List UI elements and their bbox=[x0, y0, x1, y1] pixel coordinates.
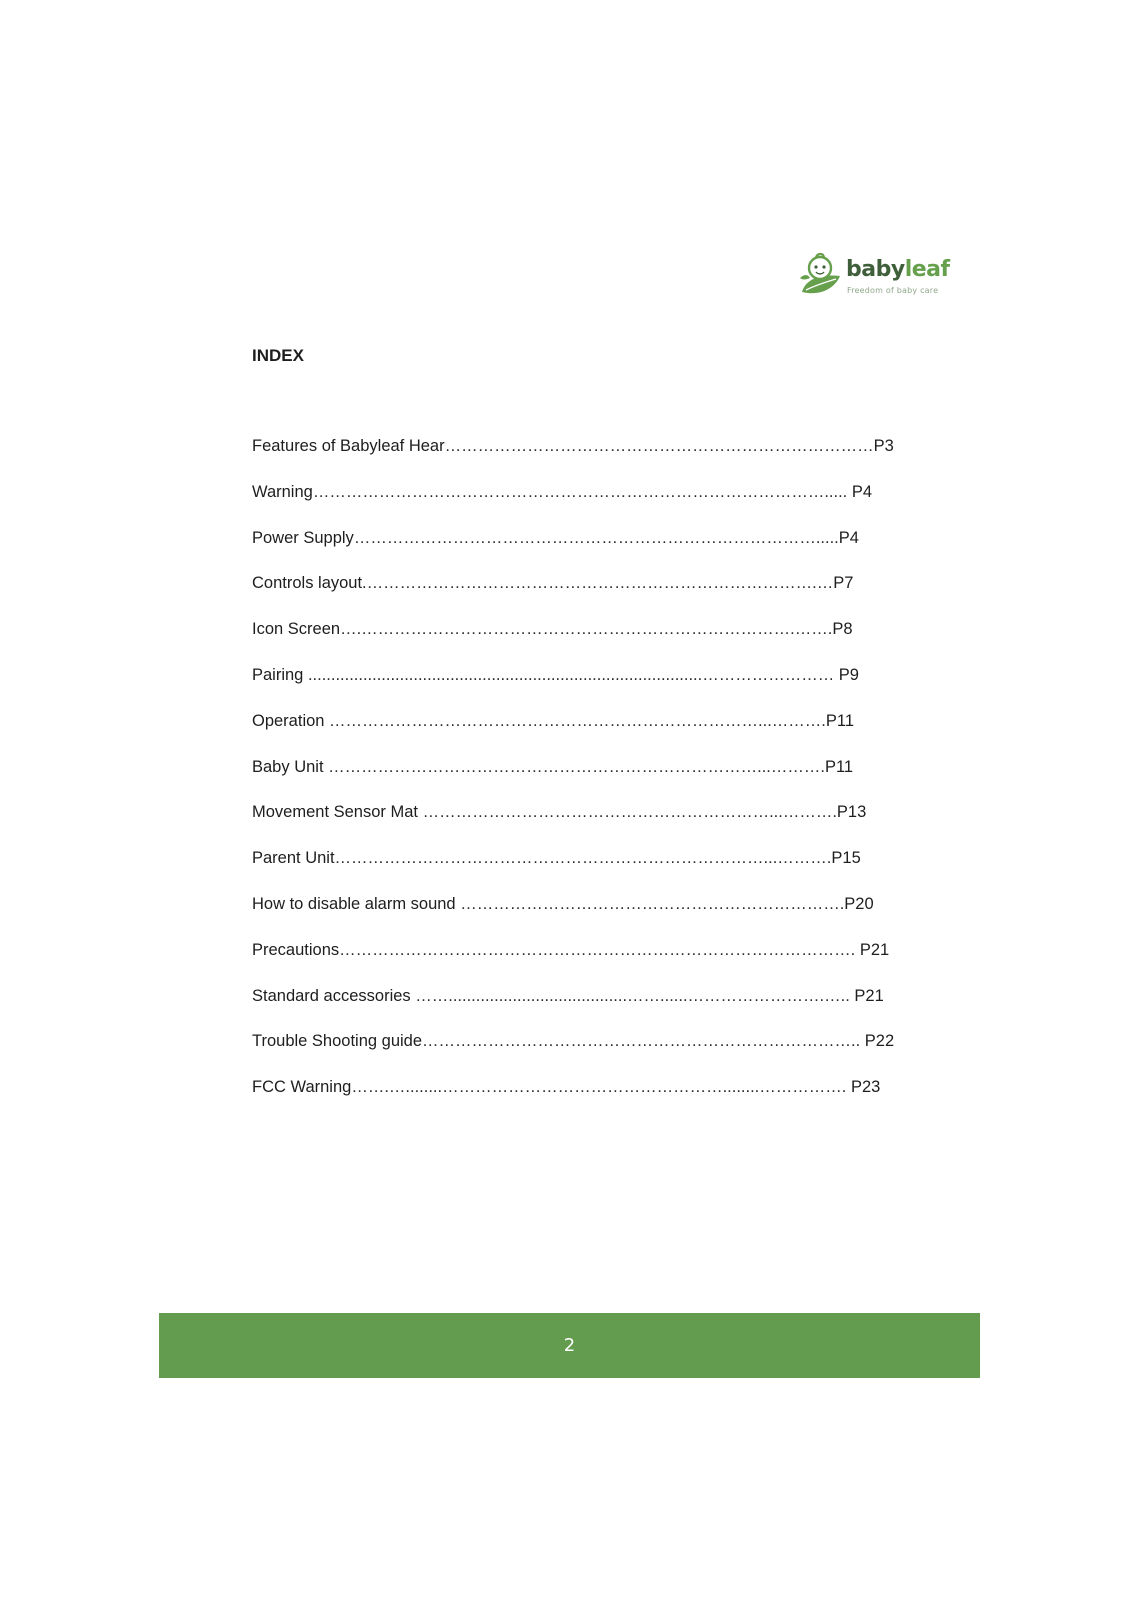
toc-entry-leader: ……………………………………………………………………...………. bbox=[328, 757, 825, 776]
toc-entry bbox=[252, 711, 902, 757]
toc-entry-leader: …….…........……………………………………………........……………. bbox=[351, 1078, 851, 1097]
toc-entry-title: Features of Babyleaf Hear bbox=[252, 437, 445, 455]
toc-entry bbox=[252, 940, 902, 986]
toc-entry-leader: ……………………………………………………………………...………. bbox=[329, 711, 826, 730]
toc-entry bbox=[252, 757, 902, 803]
toc-entry-page: P3 bbox=[873, 437, 894, 455]
toc-entry-page: P13 bbox=[836, 803, 867, 822]
footer-bar bbox=[159, 1313, 980, 1378]
toc-entry-leader: ……………………………………………………………. bbox=[460, 894, 845, 913]
toc-entry-leader: …………………………………………………………………… bbox=[444, 437, 874, 455]
toc-entry bbox=[252, 528, 902, 574]
toc-entry-leader: …………………………………………………………………………………. bbox=[339, 940, 860, 959]
brand-name bbox=[846, 258, 950, 282]
toc-entry-title: Trouble Shooting guide bbox=[252, 1032, 423, 1051]
toc-entry bbox=[252, 1077, 902, 1123]
toc-entry-title: Power Supply bbox=[252, 528, 354, 547]
toc-entry-page: P4 bbox=[851, 482, 873, 501]
toc-entry-page: P23 bbox=[850, 1078, 881, 1097]
babyleaf-logo bbox=[796, 252, 950, 300]
toc-entry-title: Icon Screen bbox=[252, 620, 341, 639]
toc-entry-page: P9 bbox=[838, 665, 859, 684]
page-number: 2 bbox=[563, 1335, 576, 1356]
toc-entry-title: Baby Unit bbox=[252, 757, 329, 776]
toc-entry bbox=[252, 482, 902, 528]
toc-entry-title: Parent Unit bbox=[252, 849, 335, 868]
toc-entry-leader: …………………………………………………………………………..... bbox=[353, 528, 839, 547]
toc-entry-page: P20 bbox=[844, 894, 874, 913]
toc-entry-leader: ………………………………………………………...………. bbox=[422, 803, 837, 822]
toc-entry bbox=[252, 986, 902, 1032]
toc-entry-page: P7 bbox=[833, 574, 854, 593]
toc-entry bbox=[252, 894, 902, 940]
toc-entry-page: P15 bbox=[831, 849, 861, 868]
toc-entry bbox=[252, 573, 902, 619]
toc-entry bbox=[252, 802, 902, 848]
toc-entry-page: P4 bbox=[838, 528, 859, 547]
toc-entry-leader: …….......................................……......…………………….….. bbox=[415, 986, 855, 1005]
toc-entry-leader: …………………………………………………………………………………..... bbox=[312, 482, 852, 501]
toc-entry bbox=[252, 665, 902, 711]
toc-entry bbox=[252, 436, 902, 482]
toc-entry-page: P11 bbox=[825, 711, 855, 730]
toc-entry bbox=[252, 848, 902, 894]
toc-entry-leader: ……………………………………………………………………...………. bbox=[334, 849, 832, 868]
toc-entry bbox=[252, 1031, 902, 1077]
toc-entry-page: P21 bbox=[854, 986, 884, 1005]
toc-entry-page: P8 bbox=[832, 620, 853, 639]
toc-entry-title: Precautions bbox=[252, 940, 340, 959]
brand-tagline: Freedom of baby care bbox=[847, 286, 939, 295]
toc-entry-title: Standard accessories bbox=[252, 986, 416, 1005]
toc-entry-title: Pairing bbox=[252, 665, 308, 684]
toc-entry-page: P22 bbox=[864, 1032, 895, 1051]
toc-entry-page: P11 bbox=[824, 757, 854, 776]
baby-leaf-icon bbox=[796, 252, 844, 300]
table-of-contents bbox=[252, 436, 902, 1123]
toc-entry-leader: ……………………………………………………………………….… bbox=[366, 574, 834, 593]
index-heading: INDEX bbox=[252, 346, 304, 365]
toc-entry-title: Movement Sensor Mat bbox=[252, 803, 423, 822]
toc-entry-title: Controls layout. bbox=[252, 574, 367, 593]
brand-name-part2: leaf bbox=[904, 257, 950, 282]
toc-entry bbox=[252, 619, 902, 665]
brand-name-part1: baby bbox=[846, 257, 905, 282]
toc-entry-leader: …………………………………………………………………….. bbox=[422, 1032, 865, 1051]
toc-entry-title: Warning bbox=[252, 482, 313, 501]
toc-entry-title: FCC Warning bbox=[252, 1078, 352, 1097]
toc-entry-page: P21 bbox=[859, 940, 890, 959]
toc-entry-title: Operation bbox=[252, 711, 330, 730]
toc-entry-leader: ….…………………………………………………………………….……. bbox=[340, 620, 833, 639]
toc-entry-leader: ......................................................................................…………………… bbox=[307, 665, 839, 684]
toc-entry-title: How to disable alarm sound bbox=[252, 894, 461, 913]
